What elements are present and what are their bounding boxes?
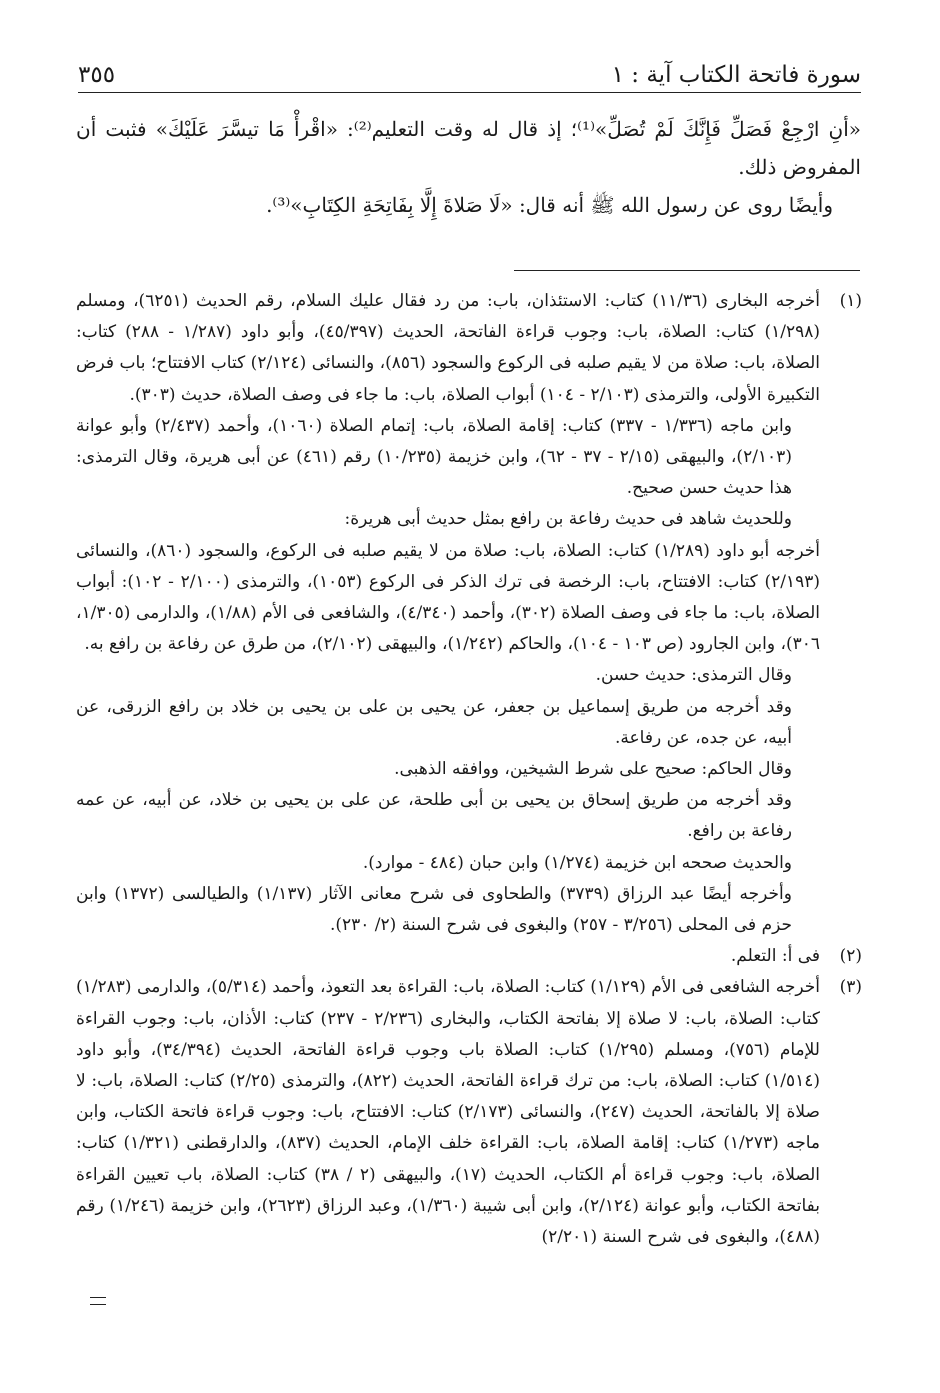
footnote-separator [514,270,860,271]
footnote-paragraph: وقد أخرجه من طريق إسماعيل بن جعفر، عن يحيى بن على بن يحيى بن خلاد بن رافع الزرقى، عن أبيه، عن جده، عن رفاعة. [76,696,792,748]
page-number: ٣٥٥ [78,62,116,88]
footnote-paragraph: أخرجه البخارى (١١/٣٦) كتاب: الاستئذان، باب: من رد فقال عليك السلام، رقم الحديث (٦٢٥١)، ومسلم (١/٢٩٨) كتاب: الصلاة، باب: وجوب قراءة الفاتحة، الحديث (٤٥/٣٩٧)، وأبو داود (١/٢٨٧ - ٢٨٨) كتاب: الصلاة، باب: صلاة من لا يقيم صلبه فى الركوع والسجود (٨٥٦)، والنسائى (٢/١٢٤) كتاب الافتتاح؛ باب فرض التكبيرة الأولى، والترمذى (٢/١٠٣ - ١٠٤) أبواب الصلاة، باب: ما جاء فى وصف الصلاة، حديث (٣٠٣). [76,291,821,405]
footnote-paragraph: وابن ماجه (١/٣٣٦ - ٣٣٧) كتاب: إقامة الصلاة، باب: إتمام الصلاة (١٠٦٠)، وأحمد (٢/٤٣٧) وأبو عوانة (٢/١٠٣)، والبيهقى (٢/١٥ - ٣٧ - ٦٢)، وابن خزيمة (١٠/٢٣٥) رقم (٤٦١) عن أبى هريرة، وقال الترمذى: هذا حديث حسن صحيح. [76,415,792,499]
main-paragraph: «أنِ ارْجِعْ فَصَلِّ فَإِنَّكَ لَمْ تُصَلِّ»⁽¹⁾؛ إذ قال له وقت التعليم⁽²⁾: «اقْرأْ مَا تيسَّرَ عَلَيْكَ» فثبت أن المفروض ذلك. [76,117,861,179]
footnote-paragraph: أخرجه أبو داود (١/٢٨٩) كتاب: الصلاة، باب: صلاة من لا يقيم صلبه فى الركوع، والسجود (٨٦٠)، والنسائى (٢/١٩٣) كتاب: الافتتاح، باب: الرخصة فى ترك الذكر فى الركوع (١٠٥٣)، والترمذى (٢/١٠٠ - ١٠٢): أبواب الصلاة، باب: ما جاء فى وصف الصلاة (٣٠٢)، وأحمد (٤/٣٤٠)، والشافعى فى الأم (١/٨٨)، والدارمى (١/٣٠٥، ٣٠٦)، وابن الجارود (ص ١٠٣ - ١٠٤)، والحاكم (١/٢٤٢)، والبيهقى (٢/١٠٢)، من طرق عن رفاعة بن رافع به. [76,540,820,655]
footnote-paragraph: وقال الترمذى: حديث حسن. [595,665,792,686]
footnote-number: (٣) [839,977,862,998]
running-title: سورة فاتحة الكتاب آية : ١ [611,62,861,88]
footnote-number: (١) [839,291,862,311]
footnote [76,941,862,972]
footnote-paragraph: فى أ: التعلم. [730,946,820,967]
footnote-paragraph: وقد أخرجه من طريق إسحاق بن يحيى بن أبى طلحة، عن على بن يحيى بن خلاد، عن أبيه، عن عمه رفاعة بن رافع. [76,790,792,842]
footnote-body [76,286,820,941]
main-paragraph: وأيضًا روى عن رسول الله ﷺ أنه قال: «لَا صَلاةَ إِلَّا بِفَاتِحَةِ الكِتَابِ»⁽³⁾. [266,193,833,217]
footnote-paragraph: وقال الحاكم: صحيح على شرط الشيخين، ووافقه الذهبى. [394,759,792,780]
footnote-body [76,941,820,972]
footnote-paragraph: والحديث صححه ابن خزيمة (١/٢٧٤) وابن حبان (٤٨٤ - موارد). [362,852,792,873]
footnote-paragraph: وللحديث شاهد فى حديث رفاعة بن رافع بمثل حديث أبى هريرة: [344,509,792,530]
footnote [76,972,862,1253]
continuation-mark [90,1297,106,1305]
page-header [78,52,861,93]
footnote-paragraph: أخرجه الشافعى فى الأم (١/١٢٩) كتاب: الصلاة، باب: القراءة بعد التعوذ، وأحمد (٥/٣١٤)، والدارمى (١/٢٨٣) كتاب: الصلاة، باب: لا صلاة إلا بفاتحة الكتاب، والبخارى (٢/٢٣٦ - ٢٣٧) كتاب: الأذان، باب: وجوب القراءة للإمام (٧٥٦)، ومسلم (١/٢٩٥) كتاب: الصلاة باب وجوب قراءة الفاتحة، الحديث (٣٤/٣٩٤)، وأبو داود (١/٥١٤) كتاب: الصلاة، باب: من ترك قراءة الفاتحة، الحديث (٨٢٢)، والترمذى (٢/٢٥) كتاب: الصلاة، باب: لا صلاة إلا بالفاتحة، الحديث (٢٤٧)، والنسائى (٢/١٧٣) كتاب: الافتتاح، باب: وجوب قراءة فاتحة الكتاب، وابن ماجه (١/٢٧٣) كتاب: إقامة الصلاة، باب: القراءة خلف الإمام، الحديث (٨٣٧)، والدارقطنى (١/٣٢١) كتاب: الصلاة، باب: وجوب قراءة أم الكتاب، الحديث (١٧)، والبيهقى (٢ / ٣٨) كتاب: الصلاة، باب تعيين القراءة بفاتحة الكتاب، وأبو عوانة (٢/١٢٤)، وابن أبى شيبة (١/٣٦٠)، وعبد الرزاق (٢٦٢٣)، وابن خزيمة (١/٢٤٦) رقم (٤٨٨)، والبغوى فى شرح السنة (٢/٢٠١) [76,977,821,1248]
main-text [76,110,861,224]
footnote-number: (٢) [839,946,862,967]
footnotes [76,286,862,1253]
footnote [76,286,862,941]
footnote-body [76,972,820,1253]
footnote-paragraph: وأخرجه أيضًا عبد الرزاق (٣٧٣٩) والطحاوى فى شرح معانى الآثار (١/١٣٧) والطيالسى (١٣٧٢) وابن حزم فى المحلى (٣/٢٥٦ - ٢٥٧) والبغوى فى شرح السنة (٢/ ٢٣٠). [76,883,792,936]
